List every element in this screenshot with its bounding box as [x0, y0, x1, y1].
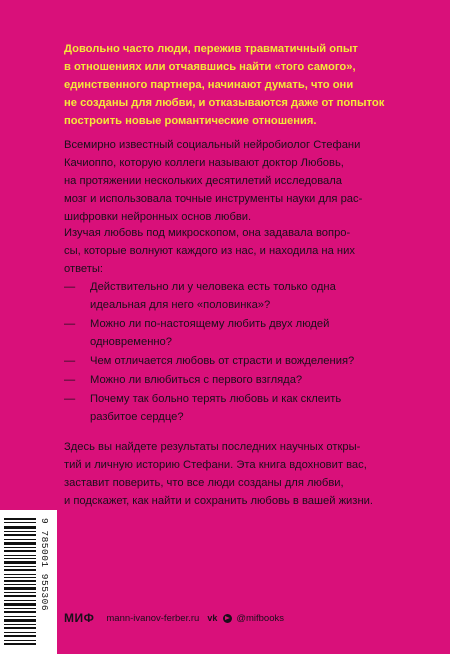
- paragraph-line: мозг и использовала точные инструменты науки для рас-: [64, 193, 363, 205]
- paragraph-line: заставит поверить, что все люди созданы для любви,: [64, 477, 344, 489]
- paragraph-line: Качиоппо, которую коллеги называют доктор Любовь,: [64, 157, 344, 169]
- publisher-website[interactable]: mann-ivanov-ferber.ru: [106, 612, 200, 624]
- vk-icon: vk: [207, 613, 218, 623]
- dash-bullet: —: [64, 374, 76, 386]
- paragraph-line: шифровки нейронных основ любви.: [64, 211, 252, 223]
- lead-line: Довольно часто люди, пережив травматичный опыт: [64, 43, 358, 55]
- paragraph-author: [64, 136, 394, 226]
- paragraph-intro-questions: [64, 224, 394, 278]
- question-line: идеальная для него «половинка»?: [90, 299, 271, 311]
- dash-bullet: —: [64, 393, 76, 405]
- question-line: Почему так больно терять любовь и как склеить: [90, 393, 342, 405]
- lead-line: построить новые романтические отношения.: [64, 115, 317, 127]
- isbn-number: 9 785001 955306: [39, 518, 50, 612]
- paragraph-line: и подскажет, как найти и сохранить любовь в вашей жизни.: [64, 495, 373, 507]
- publisher-logo: МИФ: [64, 611, 95, 625]
- dash-bullet: —: [64, 355, 76, 367]
- isbn-barcode: [0, 510, 57, 654]
- social-handle[interactable]: @mifbooks: [236, 612, 284, 624]
- question-line: Можно ли по-настоящему любить двух людей: [90, 318, 330, 330]
- paragraph-line: сы, которые волнуют каждого из нас, и находила на них: [64, 245, 355, 257]
- question-line: разбитое сердце?: [90, 411, 184, 423]
- question-line: Чем отличается любовь от страсти и вожделения?: [90, 355, 355, 367]
- question-item: [64, 352, 404, 370]
- publisher-footer: [64, 611, 284, 625]
- question-line: Можно ли влюбиться с первого взгляда?: [90, 374, 303, 386]
- lead-line: в отношениях или отчаявшись найти «того самого»,: [64, 61, 356, 73]
- paragraph-line: на протяжении нескольких десятилетий исследовала: [64, 175, 342, 187]
- question-item: [64, 278, 404, 314]
- paragraph-line: тий и личную историю Стефани. Эта книга вдохновит вас,: [64, 459, 367, 471]
- question-list: [64, 278, 404, 427]
- paragraph-summary: [64, 438, 394, 510]
- lead-paragraph: [64, 40, 394, 130]
- dash-bullet: —: [64, 281, 76, 293]
- question-line: одновременно?: [90, 336, 173, 348]
- paragraph-line: Изучая любовь под микроскопом, она задавала вопро-: [64, 227, 351, 239]
- lead-line: единственного партнера, начинают думать, что они: [64, 79, 354, 91]
- question-item: [64, 390, 404, 426]
- question-item: [64, 315, 404, 351]
- paragraph-line: ответы:: [64, 263, 104, 275]
- lead-line: не созданы для любви, и отказываются даже от попыток: [64, 97, 385, 109]
- dash-bullet: —: [64, 318, 76, 330]
- paragraph-line: Всемирно известный социальный нейробиолог Стефани: [64, 139, 361, 151]
- paragraph-line: Здесь вы найдете результаты последних научных откры-: [64, 441, 361, 453]
- question-line: Действительно ли у человека есть только одна: [90, 281, 336, 293]
- telegram-icon: [223, 614, 232, 623]
- barcode-bars: [4, 516, 36, 648]
- question-item: [64, 371, 404, 389]
